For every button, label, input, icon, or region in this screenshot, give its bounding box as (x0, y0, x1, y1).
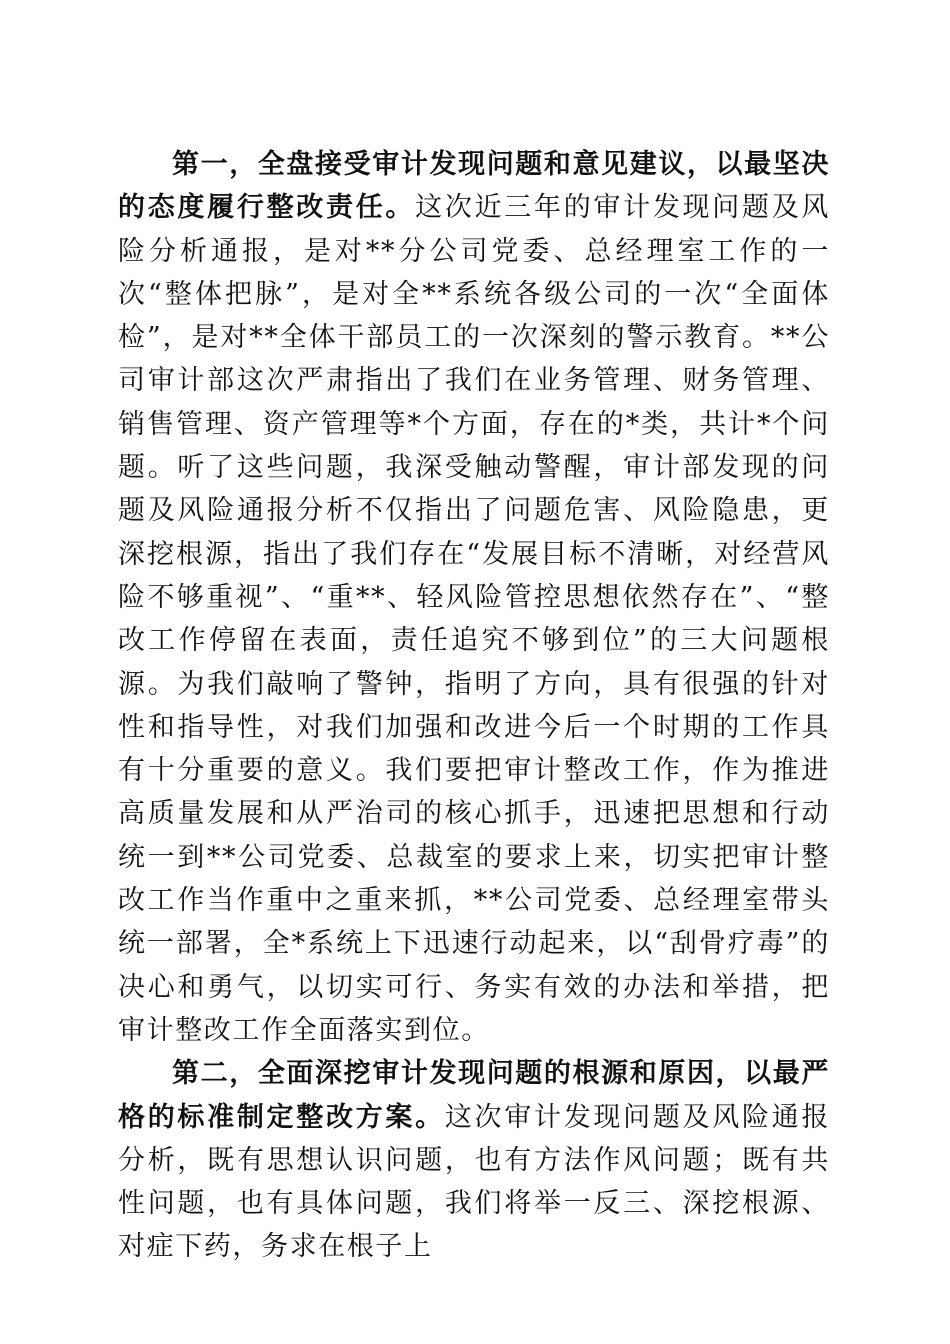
paragraph-2-lead: 第二，全面深挖审计发现问题的根源和原因，以最严格的标准制定整改方案。 (118, 1058, 830, 1133)
document-body (118, 143, 830, 1269)
paragraph-1 (118, 143, 830, 1052)
paragraph-2-body: 这次审计发现问题及风险通报分析，既有思想认识问题，也有方法作风问题；既有共性问题，也有具体问题，我们将举一反三、深挖根源、对症下药，务求在根子上 (118, 1101, 830, 1263)
paragraph-2 (118, 1052, 830, 1268)
paragraph-1-body: 这次近三年的审计发现问题及风险分析通报，是对**分公司党委、总经理室工作的一次“整体把脉”，是对全**系统各级公司的一次“全面体检”，是对**全体干部员工的一次深刻的警示教育。**公司审计部这次严肃指出了我们在业务管理、财务管理、销售管理、资产管理等*个方面，存在的*类，共计*个问题。听了这些问题，我深受触动警醒，审计部发现的问题及风险通报分析不仅指出了问题危害、风险隐患，更深挖根源，指出了我们存在“发展目标不清晰，对经营风险不够重视”、“重**、轻风险管控思想依然存在”、“整改工作停留在表面，责任追究不够到位”的三大问题根源。为我们敲响了警钟，指明了方向，具有很强的针对性和指导性，对我们加强和改进今后一个时期的工作具有十分重要的意义。我们要把审计整改工作，作为推进高质量发展和从严治司的核心抓手，迅速把思想和行动统一到**公司党委、总裁室的要求上来，切实把审计整改工作当作重中之重来抓，**公司党委、总经理室带头统一部署，全*系统上下迅速行动起来，以“刮骨疗毒”的决心和勇气，以切实可行、务实有效的办法和举措，把审计整改工作全面落实到位。 (118, 192, 831, 1046)
paragraph-1-lead: 第一，全盘接受审计发现问题和意见建议，以最坚决的态度履行整改责任。 (118, 149, 830, 224)
